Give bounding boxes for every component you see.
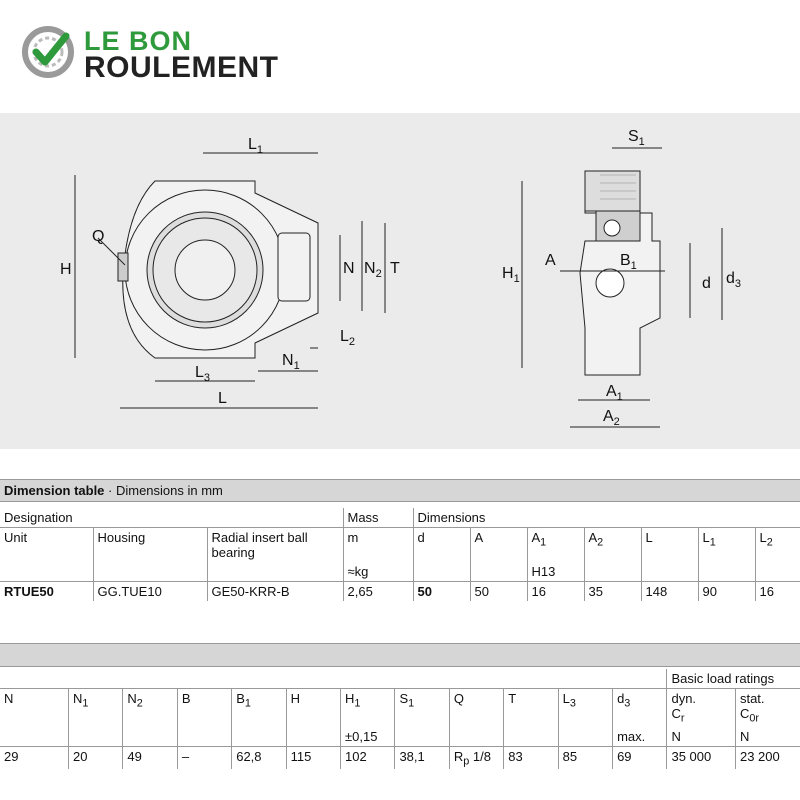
table-row: [0, 746, 800, 769]
col-L3: $L_3$: [558, 689, 612, 727]
cell-T: 83: [504, 746, 558, 769]
col-d: d: [413, 528, 470, 563]
col-housing: Housing: [93, 528, 207, 563]
cell-S1: 38,1: [395, 746, 449, 769]
label-T: T: [390, 260, 400, 277]
group-mass: Mass: [343, 508, 413, 528]
label-L2: $L_2$: [340, 328, 356, 348]
label-H: H: [60, 261, 72, 278]
col-S1: $S_1$: [395, 689, 449, 727]
col-A2: $A_2$: [584, 528, 641, 563]
cell-N: 29: [4, 748, 19, 764]
col-dyn: dyn. $C_r$: [667, 689, 736, 727]
label-A2: $A_2$: [603, 408, 620, 428]
col-N2: $N_2$: [123, 689, 177, 727]
d3-note: max.: [613, 727, 667, 747]
label-N: N: [343, 260, 355, 277]
cell-Cr: 35 000: [667, 746, 736, 769]
table2-header-bar: [0, 643, 800, 667]
col-B: B: [177, 689, 231, 727]
table-subtitle: · Dimensions in mm: [104, 483, 223, 498]
col-A: A: [470, 528, 527, 563]
cell-H1: 102: [341, 746, 395, 769]
h1-tolerance: ±0,15: [341, 727, 395, 747]
col-L2: $L_2$: [755, 528, 800, 563]
cell-unit: RTUE50: [4, 584, 54, 599]
label-Q: Q: [92, 228, 105, 245]
label-L: L: [218, 390, 227, 407]
label-N2: $N_2$: [364, 260, 382, 280]
cell-N1: 20: [69, 746, 123, 769]
group-dimensions: Dimensions: [413, 508, 800, 528]
table-row: [0, 582, 800, 602]
label-A: A: [545, 252, 556, 269]
cell-B1: 62,8: [232, 746, 286, 769]
col-insert: Radial insert ball bearing: [207, 528, 343, 563]
cell-L: 148: [641, 582, 698, 602]
cell-d3: 69: [613, 746, 667, 769]
bearing-logo-icon: [22, 24, 78, 80]
label-S1: $S_1$: [628, 128, 645, 148]
label-L3: $L_3$: [195, 364, 211, 384]
label-d: d: [702, 275, 711, 292]
label-N1: $N_1$: [282, 352, 300, 372]
col-L: L: [641, 528, 698, 563]
cell-H: 115: [286, 746, 340, 769]
col-H: H: [286, 689, 340, 727]
cell-L1: 90: [698, 582, 755, 602]
group-load-ratings: Basic load ratings: [667, 669, 800, 689]
col-kg: ≈kg: [343, 562, 413, 582]
cell-A2: 35: [584, 582, 641, 602]
col-T: T: [504, 689, 558, 727]
brand-line1: LE BON: [84, 26, 193, 56]
brand-logo: [22, 24, 302, 84]
dimension-table-header: [0, 479, 800, 502]
col-N1: $N_1$: [69, 689, 123, 727]
col-B1: $B_1$: [232, 689, 286, 727]
dimension-table: [0, 508, 800, 601]
label-B1: $B_1$: [620, 252, 637, 272]
group-designation: Designation: [4, 510, 73, 525]
load-rating-table: [0, 669, 800, 769]
cell-insert: GE50-KRR-B: [207, 582, 343, 602]
cell-mass: 2,65: [343, 582, 413, 602]
cell-A1: 16: [527, 582, 584, 602]
dyn-unit: N: [667, 727, 736, 747]
col-Q: Q: [449, 689, 503, 727]
stat-unit: N: [735, 727, 800, 747]
col-A1: $A_1$: [527, 528, 584, 563]
cell-Q: $R_p$ 1/8: [449, 746, 503, 769]
col-m: m: [343, 528, 413, 563]
table-title: Dimension table: [4, 483, 105, 498]
cell-L3: 85: [558, 746, 612, 769]
cell-L2: 16: [755, 582, 800, 602]
col-H1: $H_1$: [341, 689, 395, 727]
cell-A: 50: [470, 582, 527, 602]
col-L1: $L_1$: [698, 528, 755, 563]
label-L1: $L_1$: [248, 136, 264, 156]
col-stat: stat. $C_{0r}$: [735, 689, 800, 727]
cell-C0r: 23 200: [735, 746, 800, 769]
col-N: N: [4, 691, 14, 706]
label-H1: $H_1$: [502, 265, 520, 285]
cell-N2: 49: [123, 746, 177, 769]
label-d3: $d_3$: [726, 270, 742, 290]
a1-note: H13: [527, 562, 584, 582]
cell-B: –: [177, 746, 231, 769]
label-A1: $A_1$: [606, 383, 623, 403]
cell-housing: GG.TUE10: [93, 582, 207, 602]
col-d3: $d_3$: [613, 689, 667, 727]
col-unit: Unit: [4, 530, 28, 545]
brand-line2: ROULEMENT: [84, 51, 279, 84]
bearing-unit-drawing: [0, 113, 800, 449]
cell-d: 50: [413, 582, 470, 602]
technical-drawing: [0, 113, 800, 449]
